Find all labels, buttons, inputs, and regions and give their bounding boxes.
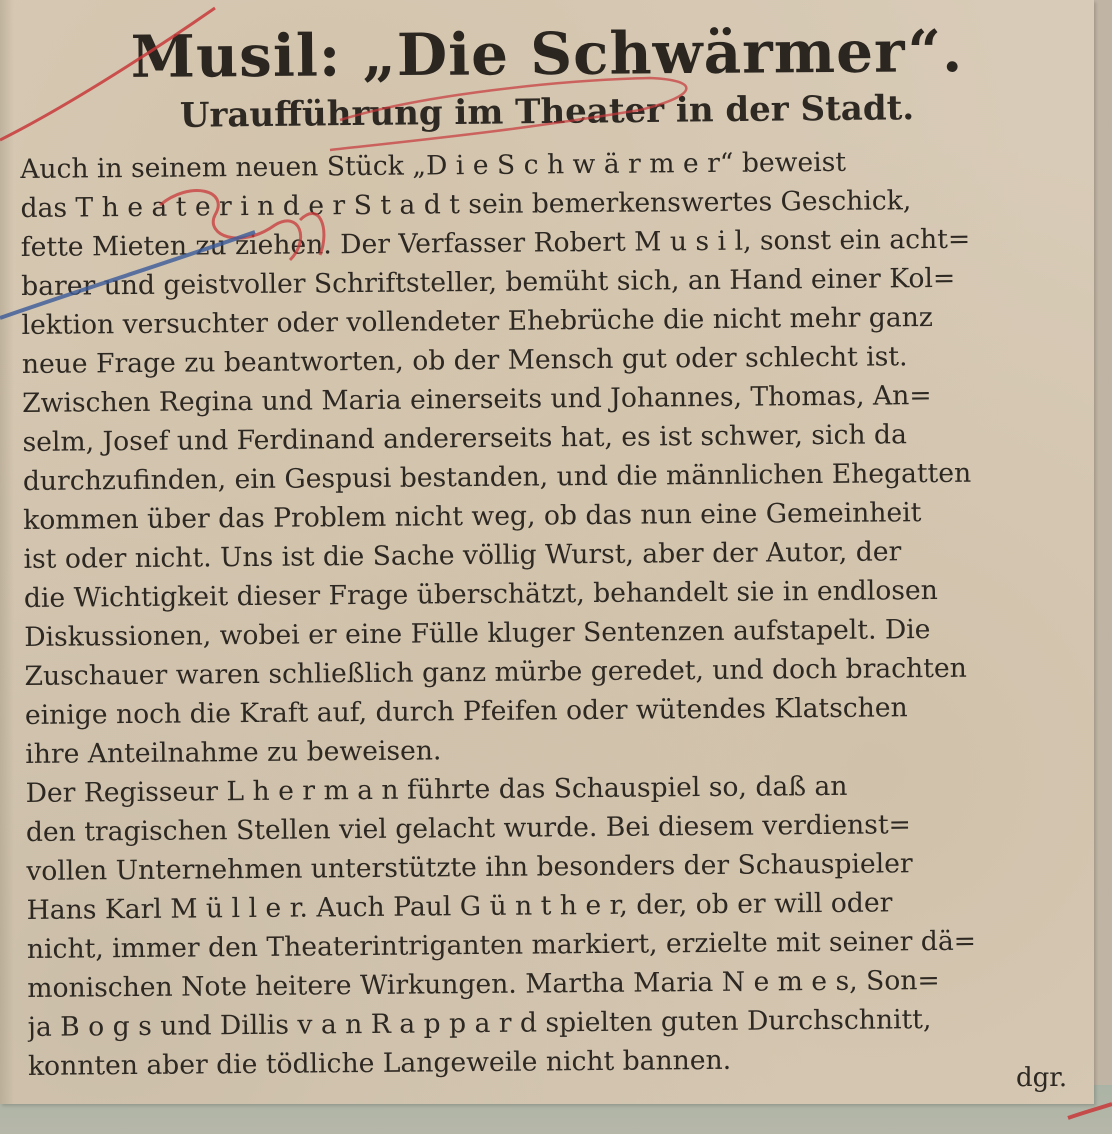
article-line: vollen Unternehmen unterstützte ihn besonders der Schauspieler xyxy=(26,848,913,887)
headline: Musil: „Die Schwärmer“. xyxy=(130,17,964,91)
article-line: die Wichtigkeit dieser Frage überschätzt, behandelt sie in endlosen xyxy=(23,575,938,614)
article-line: Diskussionen, wobei er eine Fülle kluger Sentenzen aufstapelt. Die xyxy=(24,614,931,653)
article-line: ja B o g s und Dillis v a n R a p p a r d spielten guten Durchschnitt, xyxy=(27,1004,932,1043)
article-line: Auch in seinem neuen Stück „D i e S c h w ä r m e r“ beweist xyxy=(20,146,847,185)
article-line: selm, Josef und Ferdinand andererseits hat, es ist schwer, sich da xyxy=(22,419,907,458)
article-line: das T h e a t e r i n d e r S t a d t sein bemerkenswertes Geschick, xyxy=(20,185,912,224)
article-line: einige noch die Kraft auf, durch Pfeifen oder wütendes Klatschen xyxy=(24,692,908,731)
article-line: Zuschauer waren schließlich ganz mürbe geredet, und doch brachten xyxy=(24,652,967,692)
article-line: fette Mieten zu ziehen. Der Verfasser Robert M u s i l, sonst ein acht= xyxy=(20,223,971,263)
article-line: den tragischen Stellen viel gelacht wurde. Bei diesem verdienst= xyxy=(25,809,911,848)
article-line: Hans Karl M ü l l e r. Auch Paul G ü n t h e r, der, ob er will oder xyxy=(26,887,893,926)
article-body xyxy=(20,141,1102,1086)
author-signature: dgr. xyxy=(1016,1063,1068,1093)
article-line: Zwischen Regina und Maria einerseits und Johannes, Thomas, An= xyxy=(22,380,932,419)
article-line: Der Regisseur L h e r m a n führte das Schauspiel so, daß an xyxy=(25,770,848,809)
article-line: kommen über das Problem nicht weg, ob das nun eine Gemeinheit xyxy=(23,497,922,536)
article-line: ihre Anteilnahme zu beweisen. xyxy=(25,735,442,770)
article-line: barer und geistvoller Schriftsteller, bemüht sich, an Hand einer Kol= xyxy=(21,262,956,302)
article-line: neue Frage zu beantworten, ob der Mensch gut oder schlecht ist. xyxy=(21,341,908,380)
article-line: monischen Note heitere Wirkungen. Martha Maria N e m e s, Son= xyxy=(27,965,940,1004)
article-line: nicht, immer den Theaterintriganten markiert, erzielte mit seiner dä= xyxy=(26,925,977,965)
article-line: konnten aber die tödliche Langeweile nicht bannen. xyxy=(27,1044,732,1082)
paper-edge-shadow xyxy=(0,0,14,1104)
article-line: durchzufinden, ein Gespusi bestanden, und die männlichen Ehegatten xyxy=(22,457,972,497)
article-line: lektion versuchter oder vollendeter Ehebrüche die nicht mehr ganz xyxy=(21,302,933,341)
subheadline: Uraufführung im Theater in der Stadt. xyxy=(179,88,915,136)
article-line: ist oder nicht. Uns ist die Sache völlig Wurst, aber der Autor, der xyxy=(23,536,902,575)
